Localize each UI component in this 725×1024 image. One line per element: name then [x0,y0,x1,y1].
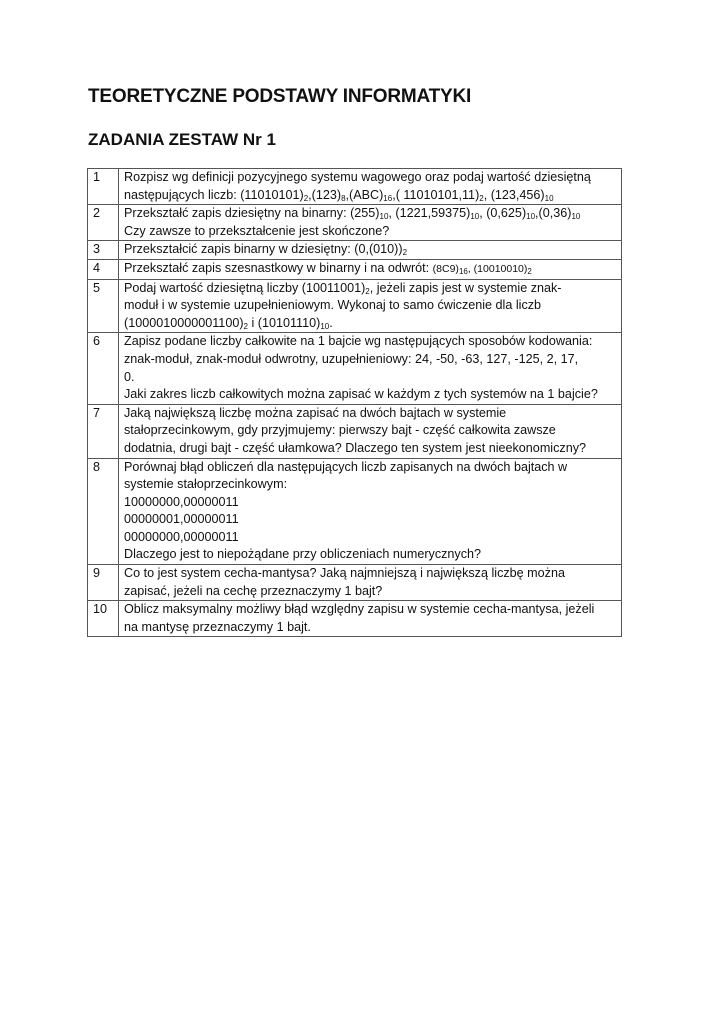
subscript-base: 2 [365,286,370,296]
subscript-base: 2 [402,248,408,258]
text-segment: Przekształć zapis szesnastkowy w binarny i na odwrót: [124,260,433,275]
subscript-base: 10 [470,212,480,222]
subscript-base: 2 [243,321,248,331]
subscript-base: 2 [303,193,309,203]
task-number: 1 [88,169,119,205]
task-text [119,279,622,333]
text-segment: , jeżeli zapis jest w systemie znak- [369,280,562,295]
task-text-line [124,315,617,333]
task-number: 6 [88,333,119,404]
task-text-line [124,333,617,351]
task-number: 8 [88,458,119,565]
task-text [119,205,622,241]
subscript-base: 2 [479,193,484,203]
text-segment: ,(0,36) [535,206,572,221]
task-row [88,565,622,601]
text-segment: , (10010010) [467,262,528,275]
subscript-base: 10 [544,193,554,203]
task-row [88,279,622,333]
task-text [119,259,622,279]
task-text-line [124,546,617,564]
text-segment: Dlaczego jest to niepożądane przy obliczeniach numerycznych? [124,547,482,562]
task-text [119,404,622,458]
text-segment: Porównaj błąd obliczeń dla następujących liczb zapisanych na dwóch bajtach w [124,459,568,474]
task-text-line [124,241,617,259]
task-row [88,241,622,260]
text-segment: , (0,625) [479,206,527,221]
task-number: 7 [88,404,119,458]
task-text-line [124,476,617,494]
text-segment: . [329,315,333,330]
task-text-line [124,223,617,241]
task-number: 10 [88,601,119,637]
task-row [88,333,622,404]
task-text [119,458,622,565]
task-row [88,259,622,279]
text-segment: (8C9) [432,262,459,275]
text-segment: Co to jest system cecha-mantysa? Jaką najmniejszą i największą liczbę można [124,566,565,581]
text-segment: ,( 11010101,11) [392,187,480,202]
document-title: TEORETYCZNE PODSTAWY INFORMATYKI [88,86,472,107]
task-row [88,458,622,565]
text-segment: systemie stałoprzecinkowym: [124,477,288,492]
task-number: 5 [88,279,119,333]
text-segment: 10000000,00000011 [124,494,239,509]
task-number: 9 [88,565,119,601]
task-text-line [124,601,617,619]
task-text-line [124,169,617,187]
subscript-base: 10 [526,212,536,222]
subscript-base: 10 [320,321,330,331]
task-text-line [124,297,617,315]
text-segment: i (10101110) [247,315,321,330]
tasks-table-body [88,169,622,637]
text-segment: Rozpisz wg definicji pozycyjnego systemu wagowego oraz podaj wartość dziesiętną [124,170,591,184]
task-text-line [124,386,617,404]
text-segment: 00000001,00000011 [124,512,239,527]
task-row [88,601,622,637]
text-segment: 00000000,00000011 [124,529,239,544]
task-text-line [124,583,617,601]
text-segment: (1000010000001100) [124,315,244,330]
text-segment: Czy zawsze to przekształcenie jest skończone? [124,223,390,238]
task-text-line [124,369,617,387]
task-text-line [124,494,617,512]
task-text-line [124,260,617,279]
text-segment: następujących liczb: (11010101) [124,187,304,202]
task-text-line [124,351,617,369]
text-segment: moduł i w systemie uzupełnieniowym. Wykonaj to samo ćwiczenie dla liczb [124,298,542,313]
task-text-line [124,405,617,423]
text-segment: dodatnia, drugi bajt - część ułamkowa? Dlaczego ten system jest nieekonomiczny? [124,440,587,455]
task-row [88,205,622,241]
text-segment: Przekształć zapis dziesiętny na binarny: (255) [124,206,380,221]
task-text-line [124,422,617,440]
text-segment: , (1221,59375) [388,206,471,221]
subscript-base: 10 [571,212,581,222]
text-segment: Jaką największą liczbę można zapisać na dwóch bajtach w systemie [124,405,507,420]
text-segment: na mantysę przeznaczymy 1 bajt. [124,619,311,634]
subscript-base: 16 [458,266,468,276]
task-number: 2 [88,205,119,241]
task-text [119,565,622,601]
task-text-line [124,511,617,529]
text-segment: ,(ABC) [345,187,384,202]
task-text-line [124,529,617,547]
task-row [88,404,622,458]
task-text [119,333,622,404]
task-text [119,169,622,205]
task-text-line [124,565,617,583]
task-text-line [124,187,617,205]
text-segment: zapisać, jeżeli na cechę przeznaczymy 1 bajt? [124,583,383,598]
task-text [119,241,622,260]
task-text-line [124,440,617,458]
text-segment: , (123,456) [483,187,545,202]
task-text [119,601,622,637]
text-segment: Oblicz maksymalny możliwy błąd względny zapisu w systemie cecha-mantysa, jeżeli [124,602,595,617]
subscript-base: 10 [379,212,389,222]
text-segment: Zapisz podane liczby całkowite na 1 bajcie wg następujących sposobów kodowania: [124,334,593,349]
text-segment: 0. [124,369,135,384]
text-segment: Przekształcić zapis binarny w dziesiętny: (0,(010)) [124,242,403,257]
tasks-table [87,168,622,637]
subscript-base: 2 [527,266,532,276]
task-text-line [124,619,617,637]
task-text-line [124,280,617,298]
task-row [88,169,622,205]
text-segment: ,(123) [308,187,342,202]
text-segment: stałoprzecinkowym, gdy przyjmujemy: pierwszy bajt - część całkowita zawsze [124,423,556,438]
text-segment: znak-moduł, znak-moduł odwrotny, uzupełnieniowy: 24, -50, -63, 127, -125, 2, 17, [124,351,579,366]
task-number: 3 [88,241,119,260]
task-text-line [124,205,617,223]
task-number: 4 [88,259,119,279]
task-text-line [124,459,617,477]
subscript-base: 8 [341,193,346,203]
text-segment: Podaj wartość dziesiętną liczby (10011001) [124,280,366,295]
document-subtitle: ZADANIA ZESTAW Nr 1 [88,130,276,149]
text-segment: Jaki zakres liczb całkowitych można zapisać w każdym z tych systemów na 1 bajcie? [124,387,598,402]
subscript-base: 16 [383,193,393,203]
